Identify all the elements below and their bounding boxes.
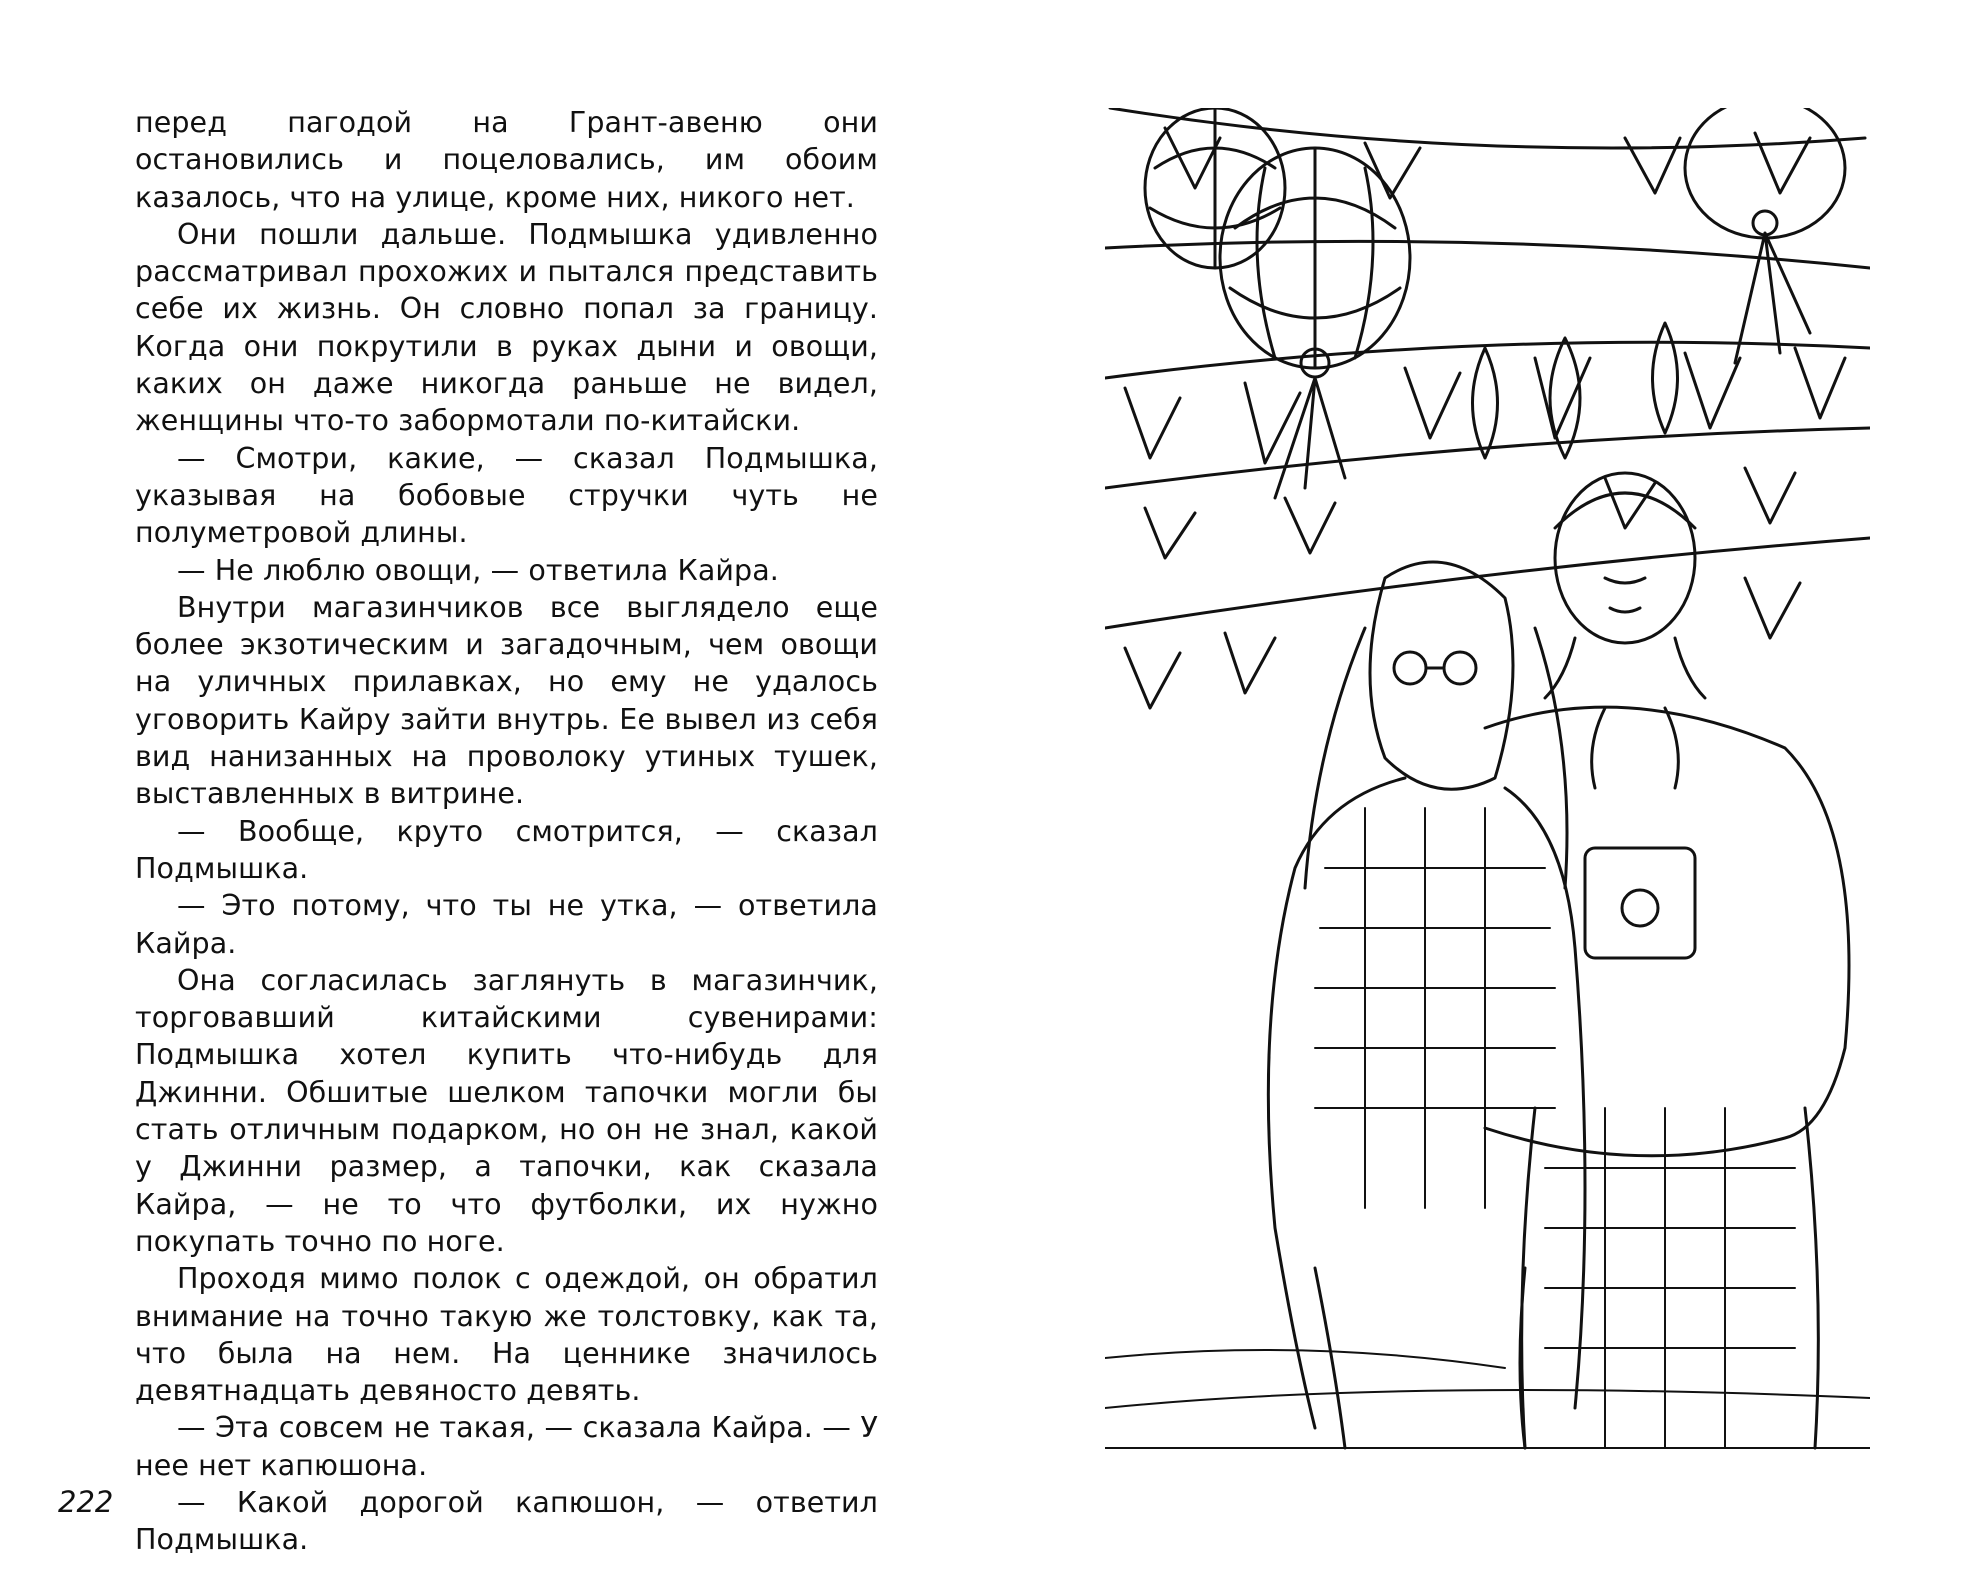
paragraph: Проходя мимо полок с одеждой, он обратил внимание на точно такую же толстовку, как та, что была на нем. На ценнике значилось девятнадцать девяносто девять. xyxy=(135,1262,878,1408)
book-text-column xyxy=(135,104,878,1559)
paragraph: перед пагодой на Грант-авеню они остановились и поцеловались, им обоим казалось, что на улице, кроме них, никого нет. xyxy=(135,106,878,214)
page-number: 222 xyxy=(58,1485,114,1519)
paragraph: Она согласилась заглянуть в магазинчик, торговавший китайскими сувенирами: Подмышка хотел купить что-нибудь для Джинни. Обшитые шелком тапочки могли бы стать отличным подарком, но он не знал, какой у Джинни размер, а тапочки, как сказала Кайра, — не то что футболки, их нужно покупать точно по ноге. xyxy=(135,963,878,1258)
illustration-lanterns-and-couple xyxy=(1105,108,1870,1453)
paragraph: — Какой дорогой капюшон, — ответил Подмышка. xyxy=(135,1485,878,1557)
paragraph: Внутри магазинчиков все выглядело еще более экзотическим и загадочным, чем овощи на уличных прилавках, но ему не удалось уговорить Кайру зайти внутрь. Ее вывел из себя вид нанизанных на проволоку утиных тушек, выставленных в витрине. xyxy=(135,590,878,811)
paragraph: — Смотри, какие, — сказал Подмышка, указывая на бобовые стручки чуть не полуметровой длины. xyxy=(135,441,878,550)
paragraph: — Это потому, что ты не утка, — ответила Кайра. xyxy=(135,889,878,960)
paragraph: — Эта совсем не такая, — сказала Кайра. — У нее нет капюшона. xyxy=(135,1411,878,1482)
paragraph: — Не люблю овощи, — ответила Кайра. xyxy=(177,553,779,587)
paragraph: — Вообще, круто смотрится, — сказал Подмышка. xyxy=(135,814,878,885)
paragraph: Они пошли дальше. Подмышка удивленно рассматривал прохожих и пытался представить себе их жизнь. Он словно попал за границу. Когда они покрутили в руках дыни и овощи, каких он даже никогда раньше не видел, женщины что-то забормотали по-китайски. xyxy=(135,217,878,438)
ink-illustration xyxy=(1105,108,1870,1453)
